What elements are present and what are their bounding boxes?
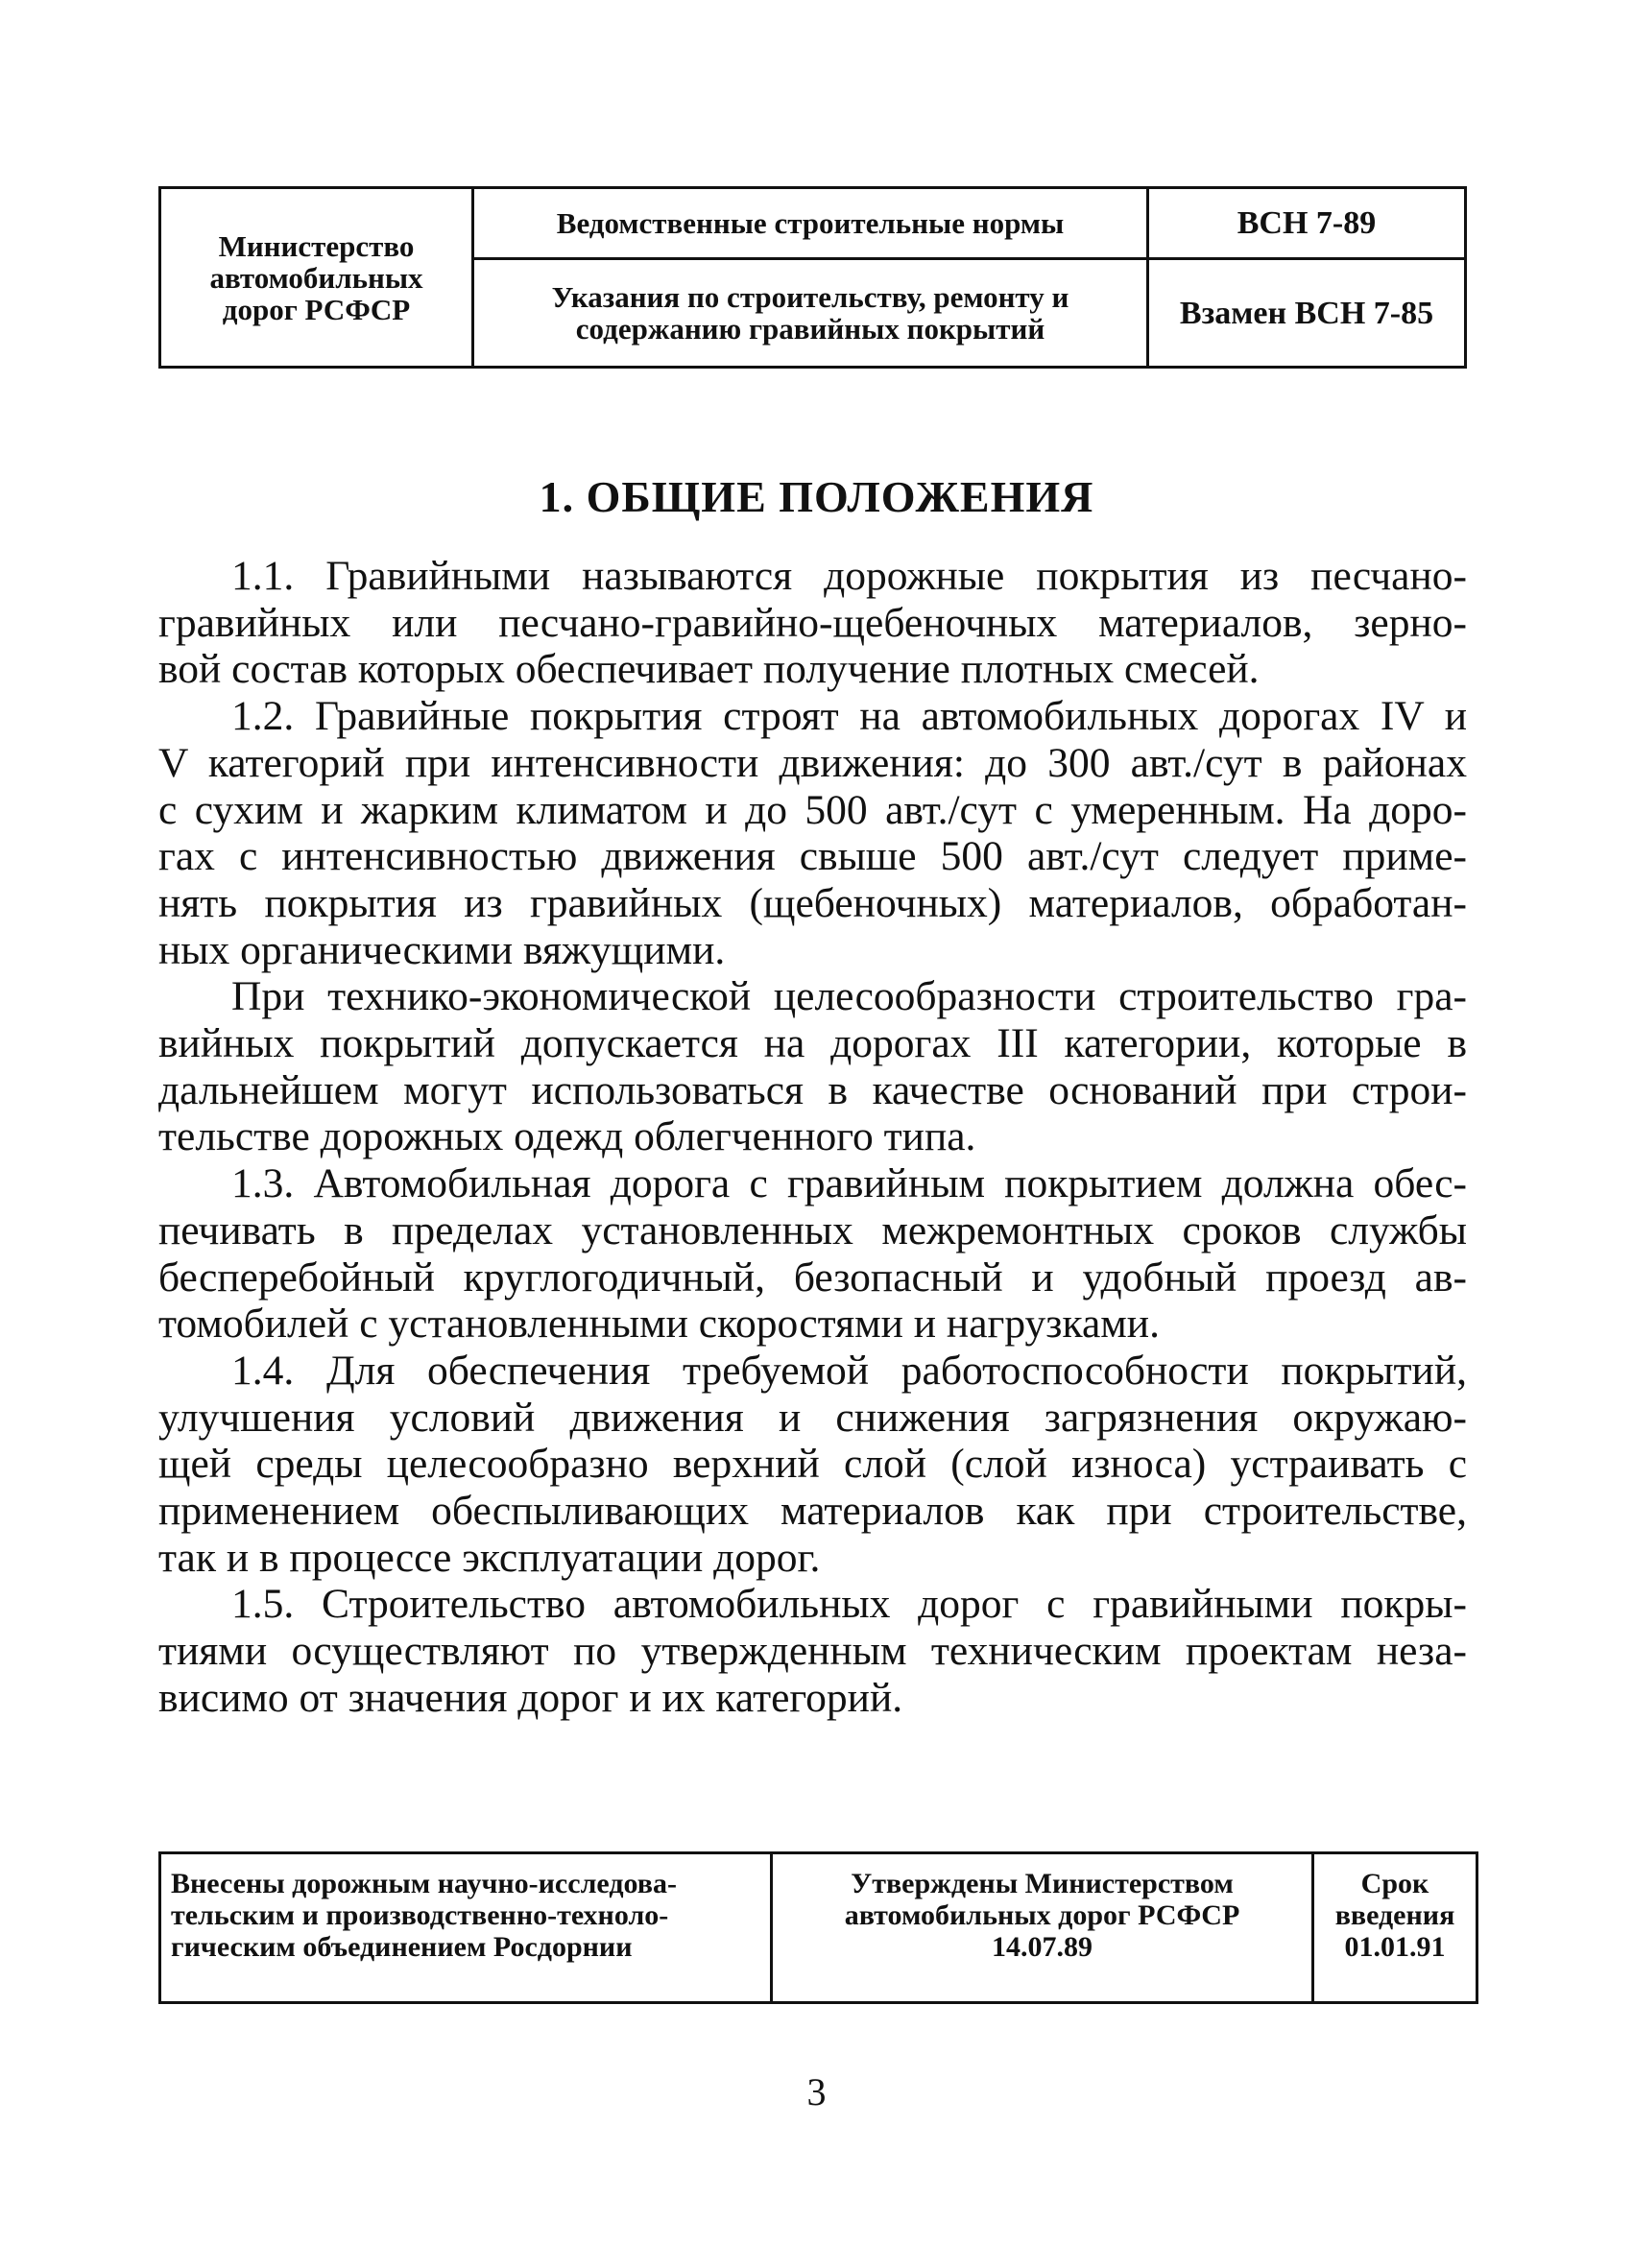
norms-type-cell: Ведомственные строительные нормы — [474, 189, 1149, 260]
effective-date-label: Срок — [1360, 1868, 1429, 1899]
submitted-by-line: тельским и производственно-техноло- — [171, 1899, 669, 1931]
effective-date-cell — [1314, 1854, 1476, 2001]
body-text — [158, 553, 1467, 1722]
document-title-line: содержанию гравийных покрытий — [575, 312, 1045, 346]
section-title: 1. ОБЩИЕ ПОЛОЖЕНИЯ — [539, 472, 1094, 521]
text-line: 1.2. Гравийные покрытия строят на автомобильных дорогах IV и — [231, 693, 1467, 740]
text-line: ных органическими вяжущими. — [158, 926, 726, 973]
text-line: 1.5. Строительство автомобильных дорог с гравийными покры- — [231, 1581, 1467, 1628]
paragraph-1-4 — [158, 1348, 1467, 1582]
ministry-line: дорог РСФСР — [222, 292, 411, 326]
text-line: бесперебойный круглогодичный, безопасный и удобный проезд ав- — [158, 1253, 1467, 1301]
approved-date: 14.07.89 — [992, 1931, 1093, 1963]
text-line: томобилей с установленными скоростями и нагрузками. — [158, 1301, 1160, 1348]
text-line: 1.4. Для обеспечения требуемой работоспособности покрытий, — [231, 1347, 1467, 1394]
document-title-line: Указания по строительству, ремонту и — [551, 280, 1069, 314]
text-line: так и в процессе эксплуатации дорог. — [158, 1534, 821, 1581]
submitted-by-cell — [161, 1854, 773, 2001]
approved-by-line: Утверждены Министерством — [851, 1868, 1234, 1899]
approved-by-cell — [773, 1854, 1314, 2001]
ministry-line: автомобильных — [209, 260, 423, 295]
approved-by-line: автомобильных дорог РСФСР — [844, 1899, 1240, 1931]
text-line: тиями осуществляют по утвержденным техническим проектам неза- — [158, 1628, 1467, 1675]
document-code-cell: ВСН 7-89 — [1149, 189, 1464, 260]
replaces-cell: Взамен ВСН 7-85 — [1179, 295, 1434, 331]
text-line: печивать в пределах установленных межремонтных сроков службы — [158, 1206, 1467, 1253]
submitted-by-line: гическим объединением Росдорнии — [171, 1931, 633, 1963]
paragraph-1-1 — [158, 553, 1467, 693]
text-line: 1.1. Гравийными называются дорожные покрытия из песчано- — [231, 553, 1467, 599]
effective-date: 01.01.91 — [1344, 1931, 1446, 1963]
header-table — [158, 186, 1467, 369]
text-line: с сухим и жарким климатом и до 500 авт./сут с умеренным. На доро- — [158, 786, 1467, 833]
text-line: висимо от значения дорог и их категорий. — [158, 1674, 903, 1721]
text-line: При технико-экономической целесообразности строительство гра- — [231, 973, 1467, 1020]
footer-table — [158, 1851, 1478, 2004]
document-title-cell — [474, 260, 1149, 366]
paragraph-1-2 — [158, 693, 1467, 973]
text-line: щей среды целесообразно верхний слой (слой износа) устраивать с — [158, 1441, 1467, 1488]
text-line: 1.3. Автомобильная дорога с гравийным покрытием должна обес- — [231, 1160, 1467, 1207]
text-line: тельстве дорожных одежд облегченного типа. — [158, 1113, 976, 1160]
effective-date-label: введения — [1334, 1899, 1455, 1931]
paragraph-1-3 — [158, 1160, 1467, 1348]
text-line: дальнейшем могут использоваться в качестве оснований при строи- — [158, 1066, 1467, 1113]
text-line: нять покрытия из гравийных (щебеночных) материалов, обработан- — [158, 879, 1467, 926]
ministry-line: Министерство — [218, 228, 415, 263]
page-number: 3 — [806, 2070, 827, 2113]
text-line: гравийных или песчано-гравийно-щебеночных материалов, зерно- — [158, 599, 1467, 646]
paragraph-1-2-cont — [158, 973, 1467, 1160]
paragraph-1-5 — [158, 1581, 1467, 1721]
text-line: V категорий при интенсивности движения: до 300 авт./сут в районах — [158, 739, 1467, 786]
ministry-cell — [161, 189, 474, 366]
text-line: вийных покрытий допускается на дорогах III категории, которые в — [158, 1020, 1467, 1067]
text-line: гах с интенсивностью движения свыше 500 авт./сут следует приме- — [158, 833, 1467, 880]
text-line: применением обеспыливающих материалов как при строительстве, — [158, 1488, 1467, 1535]
text-line: улучшения условий движения и снижения загрязнения окружаю- — [158, 1394, 1467, 1441]
text-line: вой состав которых обеспечивает получение плотных смесей. — [158, 646, 1260, 693]
submitted-by-line: Внесены дорожным научно-исследова- — [171, 1868, 677, 1899]
